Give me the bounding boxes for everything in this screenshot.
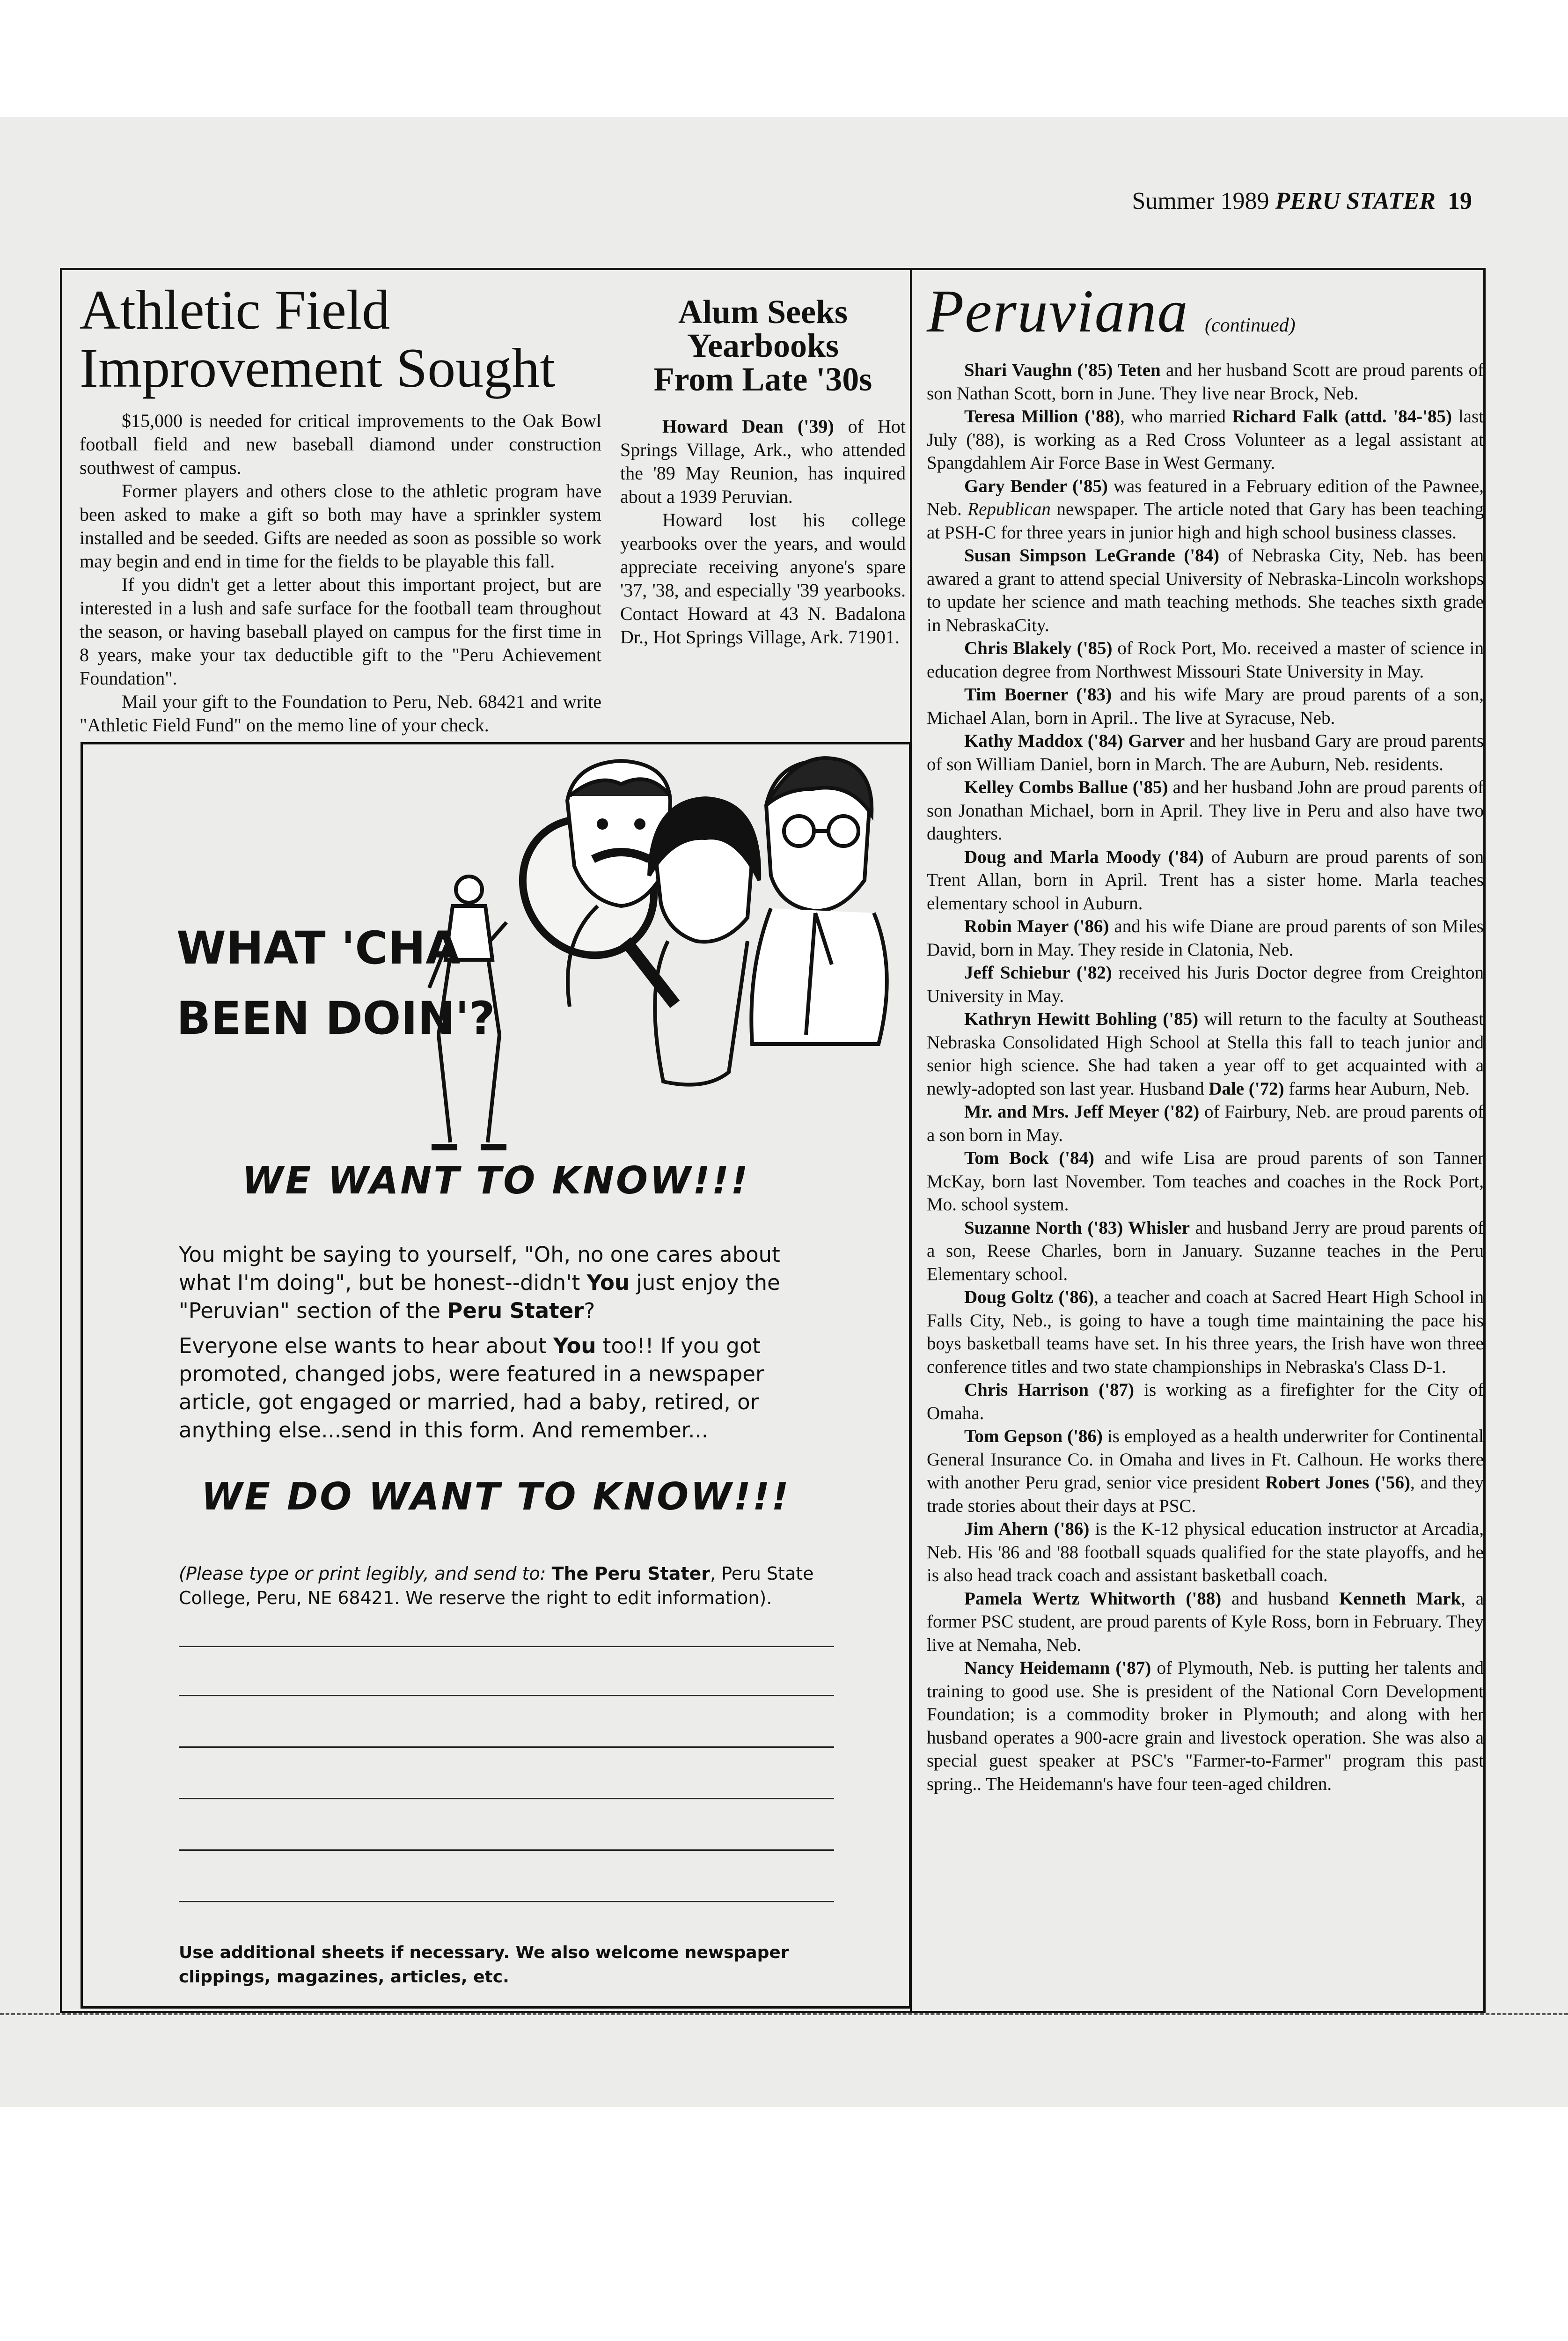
alum-headline-line3: From Late '30s (653, 361, 872, 398)
form-text: too!! If you got promoted, changed jobs, were featured in a newspaper article, got engaged or married, had a baby, retired, or anything else...send in this form. And remember... (179, 1333, 764, 1443)
alumni-note-text: received his Juris Doctor degree from Creighton University in May. (927, 963, 1484, 1006)
peruviana-column (927, 278, 1484, 1796)
instructions-emphasis: The Peru Stater (551, 1563, 711, 1584)
alumni-name: Susan Simpson LeGrande ('84) (964, 545, 1220, 566)
athletic-paragraph: $15,000 is needed for critical improvements to the Oak Bowl football field and new baseball diamond under construction southwest of campus. (80, 410, 601, 478)
page-fold-rule (0, 2013, 1568, 2015)
peruviana-continued: (continued) (1205, 315, 1296, 336)
alum-paragraph: Howard lost his college yearbooks over the years, and would appreciate receiving anyone's spare '37, '38, and especially '39 yearbooks. Contact Howard at 43 N. Badalona Dr., Hot Springs Village, Ark. 71901. (620, 509, 906, 648)
alumni-note (927, 846, 1484, 915)
alumni-note (927, 776, 1484, 846)
we-do-want-to-know-headline: WE DO WANT TO KNOW!!! (201, 1475, 791, 1518)
alumni-name: Mr. and Mrs. Jeff Meyer ('82) (964, 1102, 1200, 1122)
alumni-note-text: , and they trade stories about their days at PSC. (927, 1472, 1484, 1516)
alumni-note (927, 915, 1484, 961)
form-text: ? (584, 1298, 595, 1323)
alumni-note-text: , a teacher and coach at Sacred Heart High School in Falls City, Neb., is going to have a tough time maintaining the pace his boys basketball teams have set. In his three years, the Irish have won three conference titles and two state championships in Nebraska's Class D-1. (927, 1287, 1484, 1377)
alumni-name: Doug Goltz ('86) (964, 1287, 1094, 1307)
alumni-note (927, 1147, 1484, 1216)
alumni-name: Suzanne North ('83) Whisler (964, 1217, 1190, 1238)
running-head (1132, 187, 1472, 215)
alumni-note (927, 405, 1484, 475)
alumni-note-text: and wife Lisa are proud parents of son Tanner McKay, born last November. Tom teaches and coaches in the Rock Port, Mo. school system. (927, 1148, 1484, 1215)
alumni-name: Kathryn Hewitt Bohling ('85) (964, 1009, 1199, 1029)
alumni-note (927, 1656, 1484, 1796)
form-emphasis: Peru Stater (447, 1298, 584, 1323)
alumni-note-text: and husband (1221, 1588, 1339, 1609)
athletic-headline-line1: Athletic Field (80, 279, 390, 341)
alumni-note-text: is the K-12 physical education instructor at Arcadia, Neb. His '86 and '88 football squads qualified for the state playoffs, and he is also head track coach and assistant basketball coach. (927, 1519, 1484, 1585)
alumni-note (927, 544, 1484, 637)
instructions-text: (Please type or print legibly, and send to: (179, 1563, 552, 1584)
peruviana-title-text: Peruviana (927, 278, 1189, 345)
alumni-note (927, 1216, 1484, 1286)
alumni-name: Doug and Marla Moody ('84) (964, 847, 1204, 867)
alum-name: Howard Dean ('39) (662, 416, 834, 437)
alumni-note (927, 1425, 1484, 1517)
alumni-note (927, 961, 1484, 1008)
publication-name: PERU STATER (1275, 188, 1436, 214)
athletic-paragraph: Mail your gift to the Foundation to Peru, Neb. 68421 and write "Athletic Field Fund" on the memo line of your check. (80, 691, 601, 736)
instructions-text: , Peru State College, Peru, NE 68421. We reserve the right to edit information). (179, 1563, 814, 1608)
alumni-name: Gary Bender ('85) (964, 476, 1108, 496)
alumni-note (927, 1517, 1484, 1587)
alumni-note-text: and his wife Mary are proud parents of a son, Michael Alan, born in April.. The live at Syracuse, Neb. (927, 685, 1484, 728)
alumni-note-text: , a former PSC student, are proud parents of Kyle Ross, born in February. They live at Nemaha, Neb. (927, 1588, 1484, 1655)
alumni-note-text: last July ('88), is working as a Red Cross Volunteer as a legal assistant at Spangdahlem Air Force Base in West Germany. (927, 406, 1484, 473)
alum-body (620, 415, 906, 649)
alumni-name: Robin Mayer ('86) (964, 916, 1109, 936)
peruviana-body (927, 359, 1484, 1796)
alumni-note (927, 1587, 1484, 1657)
alumni-note (927, 637, 1484, 683)
alumni-name: Tom Bock ('84) (964, 1148, 1094, 1168)
alumni-note-text: of Plymouth, Neb. is putting her talents and training to good use. She is president of the National Corn Development Foundation; is a commodity broker in Plymouth; and along with her husband operates a 900-acre grain and livestock operation. She was also a special guest speaker at PSC's "Farmer-to-Farmer" program this past spring.. The Heidemann's have four teen-aged children. (927, 1658, 1484, 1794)
alumni-note-text: was featured in a February edition of the Pawnee, Neb. (927, 476, 1484, 519)
alumni-name: Richard Falk (attd. '84-'85) (1232, 406, 1452, 427)
alumni-note-text: will return to the faculty at Southeast Nebraska Consolidated High School at Stella this fall to teach junior and senior high science. She had taken a year off to get acquainted with a newly-adopted son last year. Husband (927, 1009, 1484, 1099)
form-emphasis: You (553, 1333, 596, 1358)
alumni-name: Chris Blakely ('85) (964, 638, 1113, 658)
alum-headline-line2: Yearbooks (687, 327, 839, 364)
alum-text: of Hot Springs Village, Ark., who attended the '89 May Reunion, has inquired about a 1939 Peruvian. (620, 416, 906, 507)
alumni-note-text: and husband Jerry are proud parents of a son, Reese Charles, born in January. Suzanne teaches in the Peru Elementary school. (927, 1217, 1484, 1284)
alumni-name: Dale ('72) (1209, 1078, 1284, 1099)
alumni-note (927, 1378, 1484, 1425)
alumni-note (927, 1100, 1484, 1147)
alumni-note (927, 683, 1484, 729)
form-text: You might be saying to yourself, "Oh, no one cares about what I'm doing", but be honest--didn't (179, 1242, 780, 1295)
athletic-headline (80, 281, 601, 397)
headline-line2: BEEN DOIN'? (176, 992, 495, 1045)
athletic-paragraph: Former players and others close to the athletic program have been asked to make a gift so both may have a sprinkler system installed and be seeded. Gifts are needed as soon as possible so work may begin and end in time for the fields to be playable this fall. (80, 480, 601, 572)
alumni-note (927, 1008, 1484, 1100)
alumni-note-text: of Auburn are proud parents of son Trent Allan, born in April. Trent has a sister home. Marla teaches elementary school in Auburn. (927, 847, 1484, 913)
write-in-line[interactable] (179, 1646, 834, 1647)
issue-date: Summer 1989 (1132, 188, 1269, 214)
submission-form-box (81, 742, 911, 2009)
headline-line1: WHAT 'CHA (176, 922, 461, 974)
alum-paragraph (620, 415, 906, 508)
alumni-note-text: of Rock Port, Mo. received a master of science in education degree from Northwest Missouri State University in May. (927, 638, 1484, 682)
form-paragraph-2 (179, 1332, 834, 1444)
peruviana-title (927, 278, 1484, 356)
alumni-name: Shari Vaughn ('85) Teten (964, 360, 1161, 380)
write-in-line[interactable] (179, 1901, 834, 1902)
alumni-name: Kelley Combs Ballue ('85) (964, 777, 1168, 797)
athletic-field-article (80, 281, 601, 737)
alumni-note (927, 359, 1484, 405)
form-paragraph-1 (179, 1241, 834, 1325)
alumni-name: Jeff Schiebur ('82) (964, 963, 1112, 983)
mailing-instructions (179, 1561, 862, 1610)
alumni-note-text: and his wife Diane are proud parents of son Miles David, born in May. They reside in Clatonia, Neb. (927, 916, 1484, 960)
alumni-note-text: and her husband John are proud parents of son Jonathan Michael, born in April. They live in Peru and also have two daughters. (927, 777, 1484, 844)
form-emphasis: You (586, 1270, 630, 1295)
alumni-name: Teresa Million ('88) (964, 406, 1121, 427)
form-text: Everyone else wants to hear about (179, 1333, 554, 1358)
newspaper-title: Republican (967, 499, 1051, 519)
alumni-name: Pamela Wertz Whitworth ('88) (964, 1588, 1222, 1609)
alumni-name: Kenneth Mark (1339, 1588, 1461, 1609)
alumni-note-text: and her husband Scott are proud parents of son Nathan Scott, born in June. They live near Brock, Neb. (927, 360, 1484, 404)
alum-yearbooks-article (620, 295, 906, 649)
alum-headline-line1: Alum Seeks (678, 293, 848, 331)
form-footnote: Use additional sheets if necessary. We also welcome newspaper clippings, magazines, articles, etc. (179, 1943, 789, 1987)
alum-headline (620, 295, 906, 396)
alumni-note (927, 729, 1484, 776)
alumni-name: Nancy Heidemann ('87) (964, 1658, 1151, 1678)
alumni-note-text: , who married (1120, 406, 1232, 427)
alumni-name: Robert Jones ('56) (1265, 1472, 1410, 1493)
page-number: 19 (1448, 188, 1472, 214)
form-text: just enjoy the "Peruvian" section of the (179, 1270, 780, 1323)
athletic-paragraph: If you didn't get a letter about this important project, but are interested in a lush and safe surface for the football team throughout the season, or having baseball played on campus for the first time in 8 years, make your tax deductible gift to the "Peru Achievement Foundation". (80, 574, 601, 689)
write-in-line[interactable] (179, 1746, 834, 1748)
write-in-line[interactable] (179, 1798, 834, 1799)
alumni-name: Kathy Maddox ('84) Garver (964, 731, 1185, 751)
alumni-note-text: is employed as a health underwriter for Continental General Insurance Co. in Omaha and lives in Ft. Calhoun. He works there with another Peru grad, senior vice president (927, 1426, 1484, 1493)
alumni-name: Jim Ahern ('86) (964, 1519, 1090, 1539)
write-in-line[interactable] (179, 1695, 834, 1696)
alumni-note-text: of Nebraska City, Neb. has been awared a grant to attend special University of Nebraska-Lincoln workshops to update her science and math teaching methods. She teaches sixth grade in NebraskaCity. (927, 545, 1484, 635)
alumni-note-text: is working as a firefighter for the City of Omaha. (927, 1380, 1484, 1423)
alumni-note-text: newspaper. The article noted that Gary has been teaching at PSH-C for three years in junior high and high school business classes. (927, 499, 1484, 543)
athletic-body (80, 409, 601, 737)
alumni-note-text: of Fairbury, Neb. are proud parents of a son born in May. (927, 1102, 1484, 1145)
alumni-note-text: and her husband Gary are proud parents of son William Daniel, born in March. The are Auburn, Neb. residents. (927, 731, 1484, 774)
what-cha-been-doin-headline (176, 913, 542, 1053)
alumni-name: Tim Boerner ('83) (964, 685, 1112, 705)
alumni-note-text: farms hear Auburn, Neb. (1284, 1078, 1470, 1099)
we-want-to-know-headline: WE WANT TO KNOW!!! (242, 1159, 750, 1202)
alumni-name: Chris Harrison ('87) (964, 1380, 1134, 1400)
athletic-headline-line2: Improvement Sought (80, 337, 556, 399)
alumni-name: Tom Gepson ('86) (964, 1426, 1103, 1446)
write-in-line[interactable] (179, 1849, 834, 1851)
alumni-note (927, 1286, 1484, 1378)
alumni-note (927, 475, 1484, 545)
